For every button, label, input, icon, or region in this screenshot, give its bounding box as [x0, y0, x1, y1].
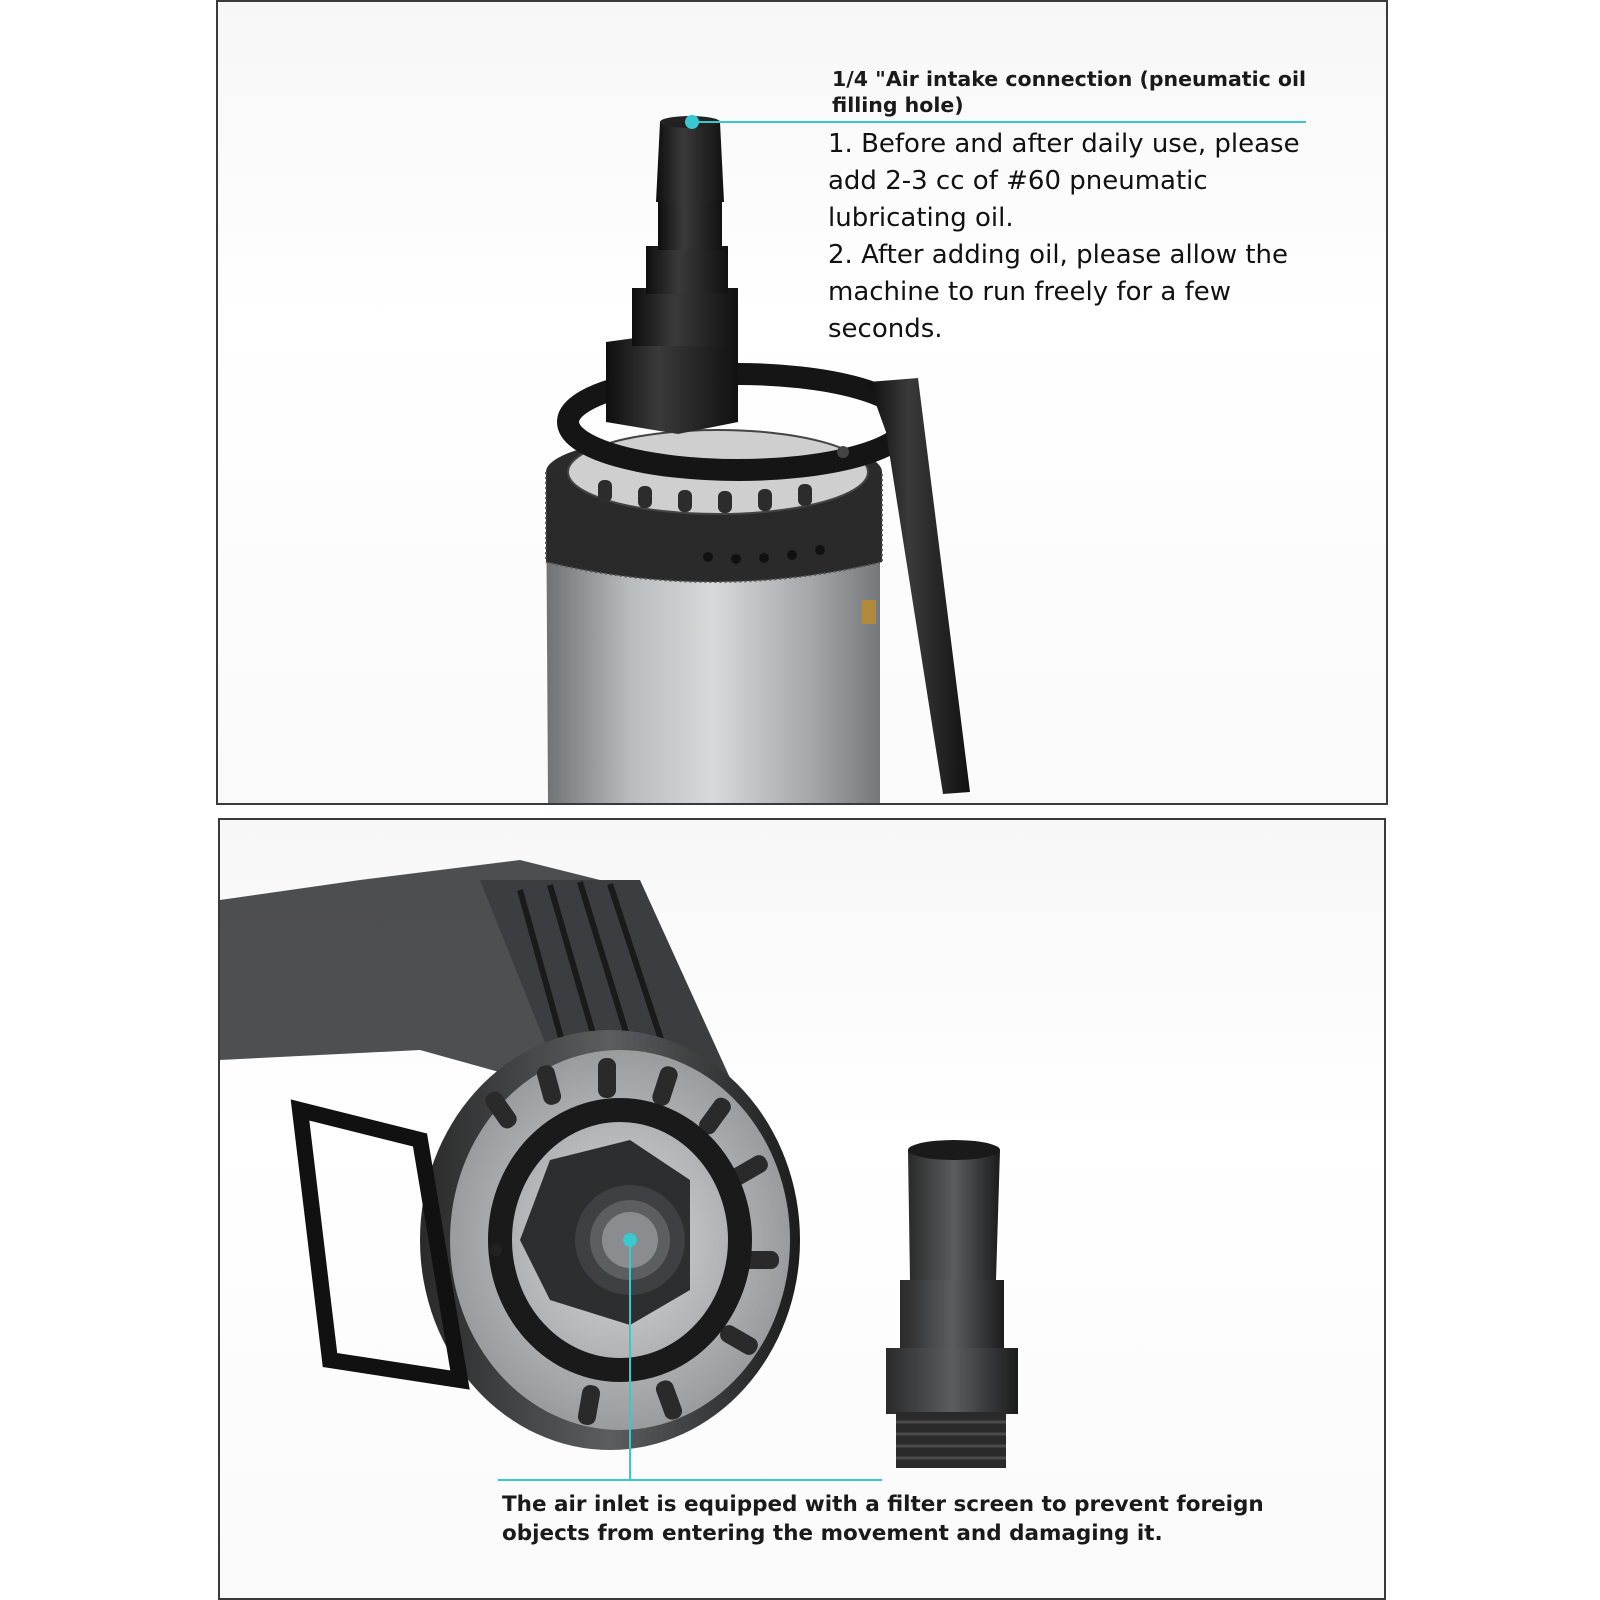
air-intake-callout-title: 1/4 "Air intake connection (pneumatic oil filling hole) [832, 67, 1307, 117]
oil-instructions-text: 1. Before and after daily use, please add 2-3 cc of #60 pneumatic lubricating oil. 2. After adding oil, please allow the machine to run freely for a few seconds. [828, 129, 1300, 344]
tool-air-inlet-photo [220, 820, 1384, 1598]
top-photo-panel [216, 0, 1388, 805]
tool-air-intake-photo [218, 2, 1386, 803]
bottom-photo-panel [218, 818, 1386, 1600]
filter-screen-caption: The air inlet is equipped with a filter screen to prevent foreign objects from entering the movement and damaging it. [502, 1492, 1264, 1546]
